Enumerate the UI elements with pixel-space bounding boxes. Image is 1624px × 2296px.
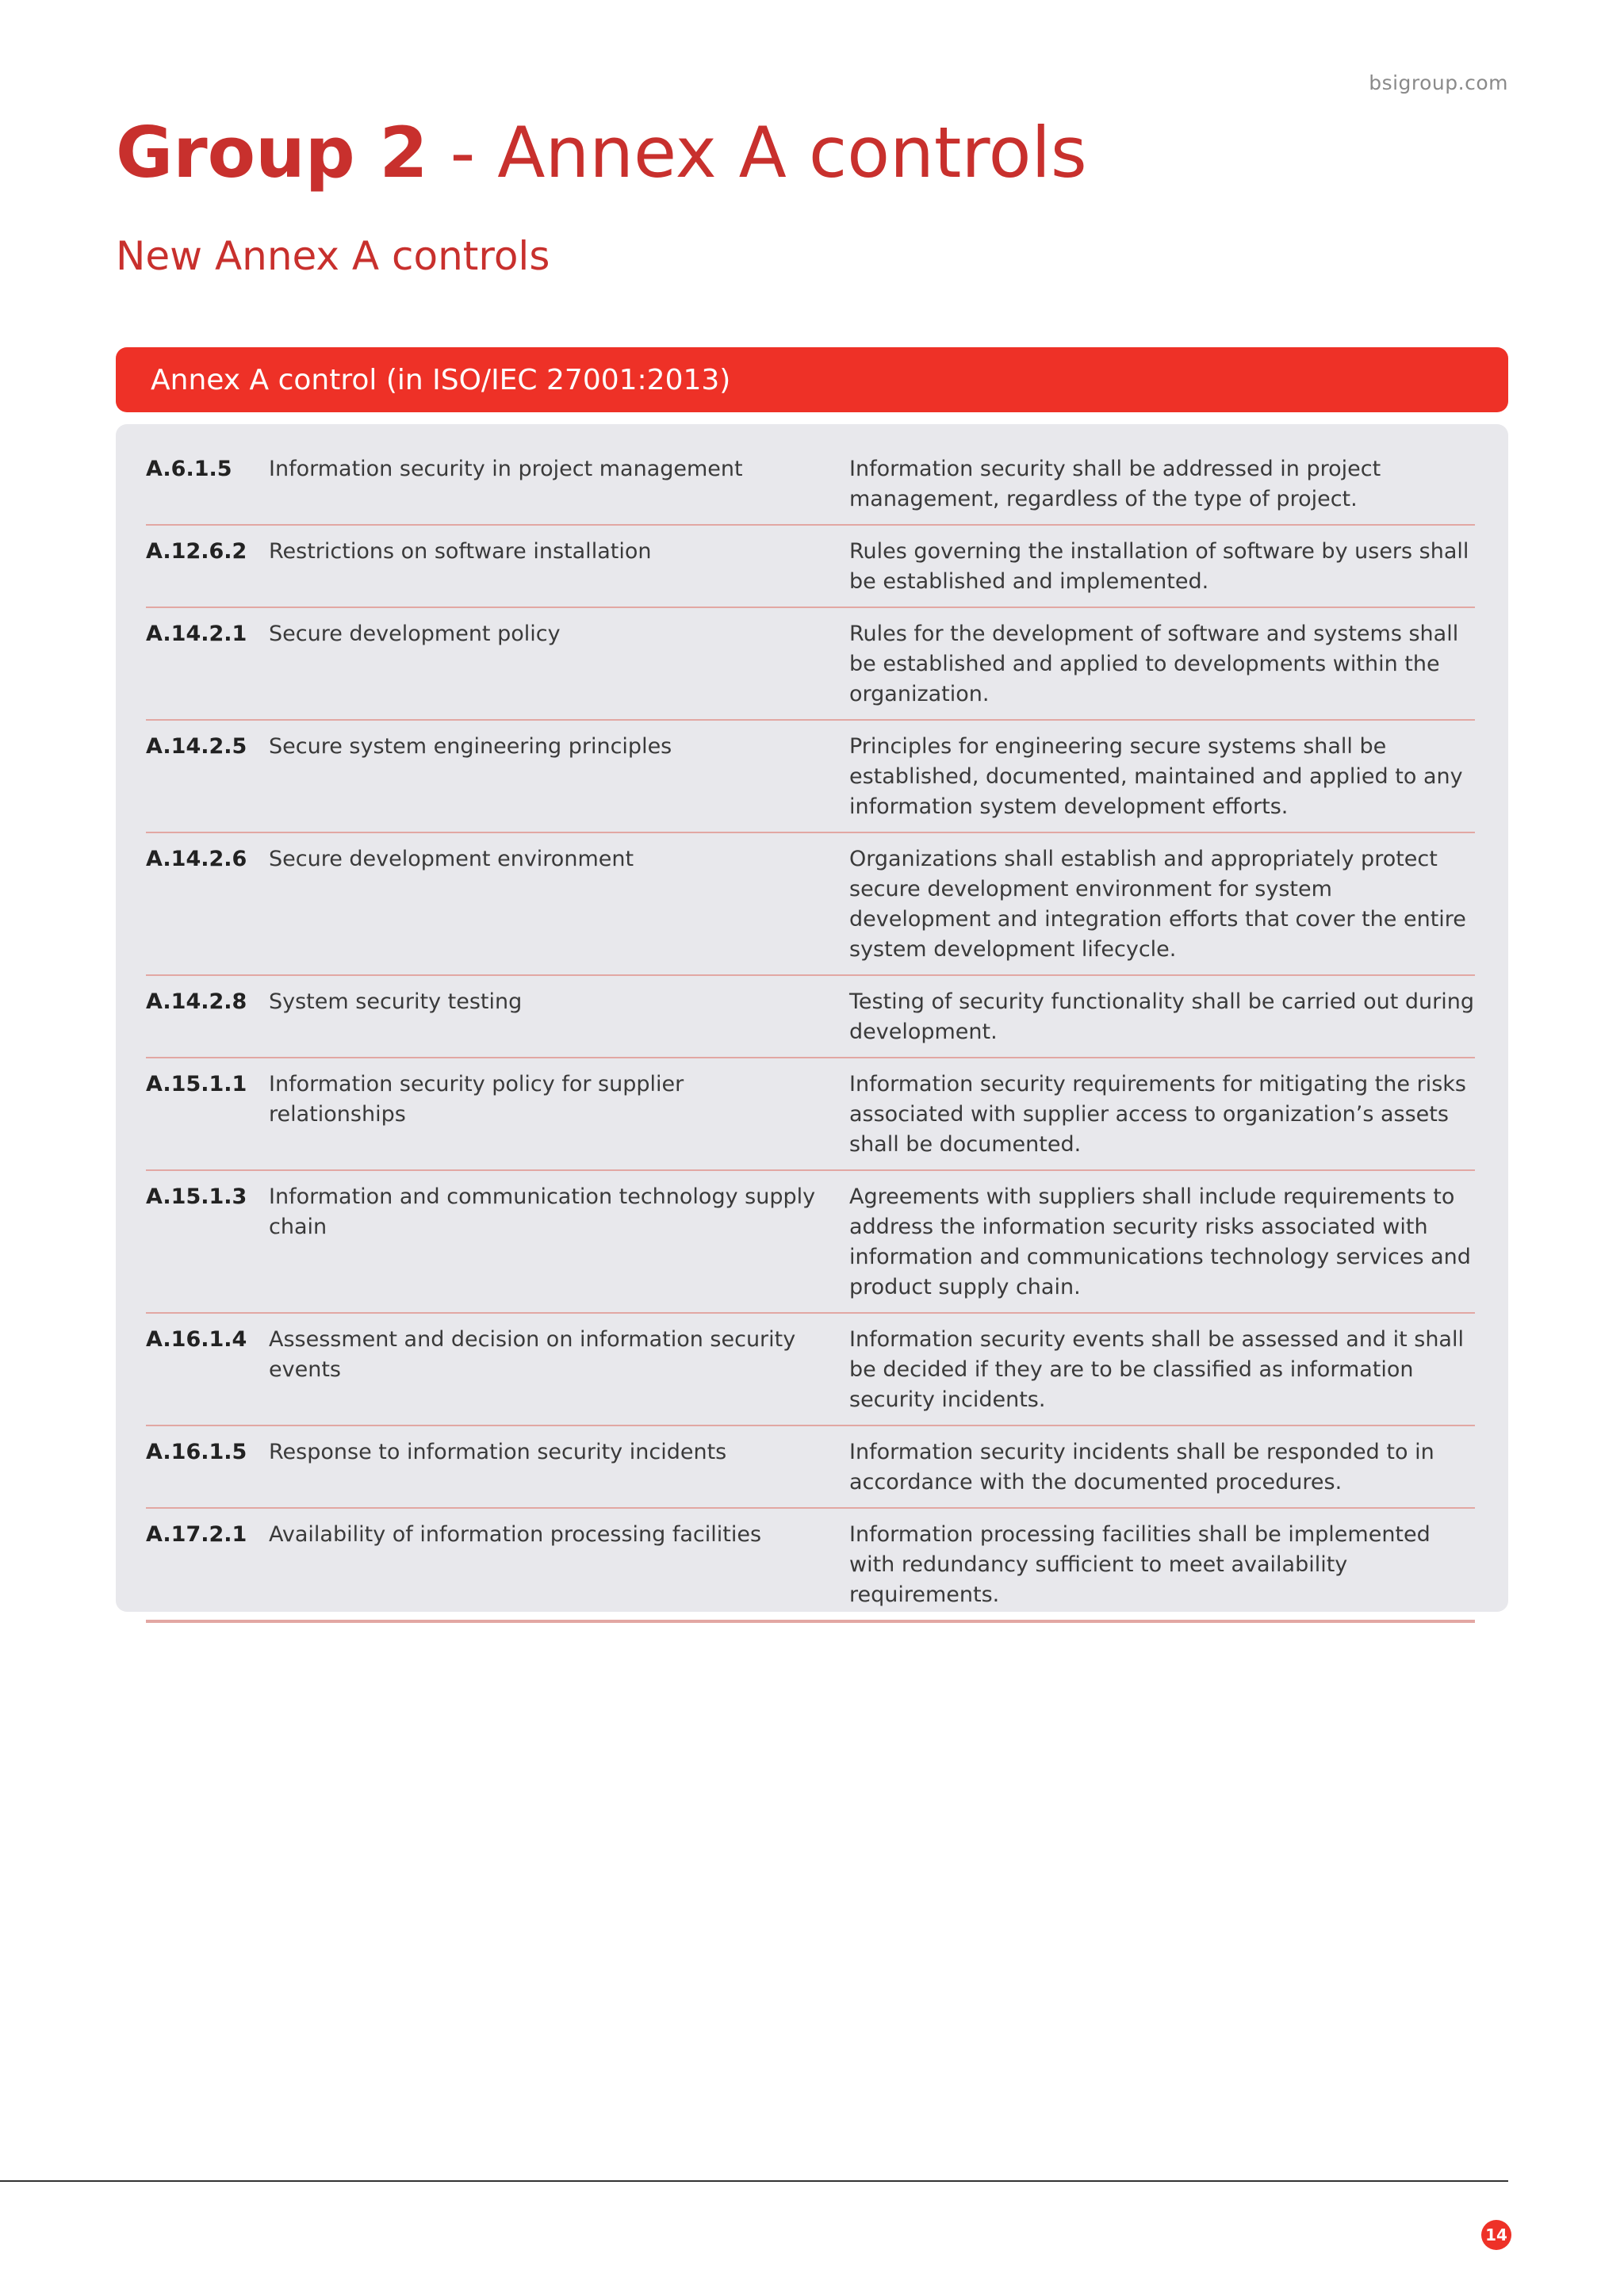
control-description: Principles for engineering secure systems shall be established, documented, maintained and applied to any information system development efforts. [849, 734, 1463, 819]
table-row [146, 608, 1475, 721]
footer-divider [0, 2180, 1508, 2182]
control-code: A.16.1.5 [146, 1440, 247, 1464]
control-name: Information and communication technology supply chain [269, 1184, 816, 1239]
control-code: A.14.2.1 [146, 622, 247, 646]
control-name: Secure development policy [269, 622, 561, 646]
control-description: Information security incidents shall be responded to in accordance with the documented procedures. [849, 1440, 1434, 1494]
table-row [146, 976, 1475, 1058]
control-code: A.17.2.1 [146, 1522, 247, 1547]
table-row [146, 1426, 1475, 1509]
table-row [146, 721, 1475, 833]
control-description: Rules governing the installation of software by users shall be established and implemented. [849, 539, 1469, 594]
controls-table [116, 424, 1508, 1612]
table-row [146, 1058, 1475, 1171]
site-url[interactable]: bsigroup.com [1369, 71, 1508, 94]
page-title [116, 109, 1087, 197]
control-name: Restrictions on software installation [269, 539, 652, 564]
control-code: A.15.1.1 [146, 1072, 247, 1096]
controls-table-header-label: Annex A control (in ISO/IEC 27001:2013) [151, 363, 731, 396]
control-code: A.14.2.8 [146, 989, 247, 1014]
control-description: Information security requirements for mitigating the risks associated with supplier access to organization’s assets shall be documented. [849, 1072, 1466, 1157]
controls-table-header [116, 347, 1508, 412]
page-title-strong: Group 2 [116, 112, 428, 193]
table-bottom-rule [146, 1621, 1475, 1623]
table-row [146, 526, 1475, 608]
control-code: A.6.1.5 [146, 457, 232, 481]
page-number-badge [1481, 2220, 1511, 2250]
control-description: Organizations shall establish and appropriately protect secure development environment for system development and integration efforts that cover the entire system development lifecycle. [849, 847, 1466, 962]
control-name: Information security in project management [269, 457, 743, 481]
control-description: Information security events shall be assessed and it shall be decided if they are to be classified as information security incidents. [849, 1327, 1464, 1412]
control-description: Information processing facilities shall be implemented with redundancy sufficient to meet availability requirements. [849, 1522, 1431, 1607]
control-name: Availability of information processing facilities [269, 1522, 762, 1547]
control-name: Secure development environment [269, 847, 634, 871]
control-name: Secure system engineering principles [269, 734, 672, 759]
table-row [146, 1509, 1475, 1621]
control-name: System security testing [269, 989, 523, 1014]
page-number: 14 [1485, 2225, 1507, 2244]
control-code: A.12.6.2 [146, 539, 247, 564]
control-code: A.15.1.3 [146, 1184, 247, 1209]
control-code: A.14.2.5 [146, 734, 247, 759]
control-description: Rules for the development of software and systems shall be established and applied to developments within the organization. [849, 622, 1459, 706]
table-row [146, 1171, 1475, 1314]
page-title-rest: - Annex A controls [427, 112, 1087, 193]
table-row [146, 833, 1475, 976]
control-description: Agreements with suppliers shall include requirements to address the information security risks associated with information and communications technology services and product supply chain. [849, 1184, 1471, 1299]
table-row [146, 443, 1475, 526]
control-code: A.14.2.6 [146, 847, 247, 871]
control-description: Information security shall be addressed in project management, regardless of the type of project. [849, 457, 1381, 511]
page-subtitle: New Annex A controls [116, 233, 550, 279]
control-name: Response to information security incidents [269, 1440, 727, 1464]
control-code: A.16.1.4 [146, 1327, 247, 1352]
control-name: Assessment and decision on information security events [269, 1327, 796, 1382]
control-name: Information security policy for supplier relationships [269, 1072, 684, 1127]
control-description: Testing of security functionality shall be carried out during development. [849, 989, 1474, 1044]
table-row [146, 1314, 1475, 1426]
